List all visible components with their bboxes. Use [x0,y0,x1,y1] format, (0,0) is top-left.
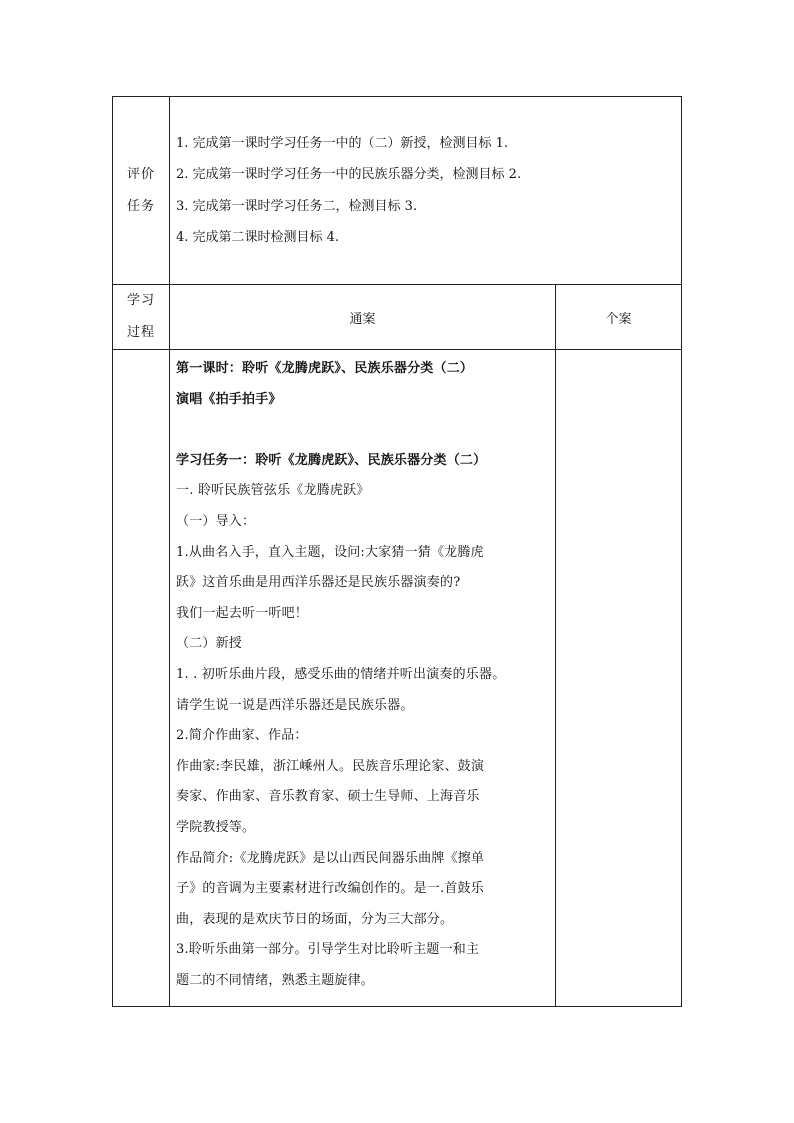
work-intro-line2: 子》的音调为主要素材进行改编创作的。是一.首鼓乐 [176,881,484,897]
eval-label-cell [113,97,170,285]
eval-label-line2: 任务 [126,198,155,214]
composer-line3: 学院教授等。 [176,819,256,835]
new-step1-line1: 1. . 初听乐曲片段，感受乐曲的情绪并听出演奏的乐器。 [176,666,506,682]
composer-line2: 奏家、作曲家、音乐教育家、硕士生导师、上海音乐 [176,789,480,805]
process-label-cell [113,285,170,350]
eval-list [176,128,681,254]
common-plan-content [170,350,556,1007]
eval-label-line1: 评价 [126,166,155,182]
work-intro-line1: 作品简介:《龙腾虎跃》是以山西民间器乐曲牌《擦单 [176,850,485,866]
blank-line [176,415,551,446]
lesson-plan-table [112,96,682,1007]
intro-question-line3: 我们一起去听一听吧！ [176,605,309,621]
task1-title: 学习任务一：聆听《龙腾虎跃》、民族乐器分类（二） [176,452,487,468]
individual-plan-content [556,350,682,1007]
process-label-line1: 学习 [126,293,155,308]
composer-line1: 作曲家:李民雄，浙江嵊州人。民族音乐理论家、鼓演 [176,758,485,774]
lesson-title-line2: 演唱《拍手拍手》 [176,391,282,407]
eval-content-cell [170,97,682,285]
sub2-heading: （二）新授 [176,636,243,652]
new-step2: 2.简介作曲家、作品： [176,728,308,744]
new-step1-line2: 请学生说一说是西洋乐器还是民族乐器。 [176,697,414,713]
eval-item: 4. 完成第二课时检测目标 4. [176,230,340,245]
common-plan-header: 通案 [170,285,556,350]
individual-plan-header: 个案 [556,285,682,350]
new-step3-line1: 3.聆听乐曲第一部分。引导学生对比聆听主题一和主 [176,942,480,958]
process-empty-cell [113,350,170,1007]
section1-heading: 一. 聆听民族管弦乐《龙腾虎跃》 [176,483,370,499]
process-content-row [113,350,682,1007]
eval-item: 1. 完成第一课时学习任务一中的（二）新授，检测目标 1. [176,135,509,151]
new-step3-line2: 题二的不同情绪，熟悉主题旋律。 [176,972,375,988]
work-intro-line3: 曲，表现的是欢庆节日的场面，分为三大部分。 [176,911,454,927]
eval-row [113,97,682,285]
process-label-line2: 过程 [126,325,155,340]
sub1-heading: （一）导入： [176,513,256,529]
eval-item: 3. 完成第一课时学习任务二，检测目标 3. [176,198,418,214]
eval-item: 2. 完成第一课时学习任务一中的民族乐器分类，检测目标 2. [176,167,522,182]
process-header-row [113,285,682,350]
lesson-title-line1: 第一课时：聆听《龙腾虎跃》、民族乐器分类（二） [176,361,474,376]
intro-question-line2: 跃》这首乐曲是用西洋乐器还是民族乐器演奏的? [176,575,461,591]
intro-question-line1: 1.从曲名入手，直入主题，设问:大家猜一猜《龙腾虎 [176,544,484,560]
